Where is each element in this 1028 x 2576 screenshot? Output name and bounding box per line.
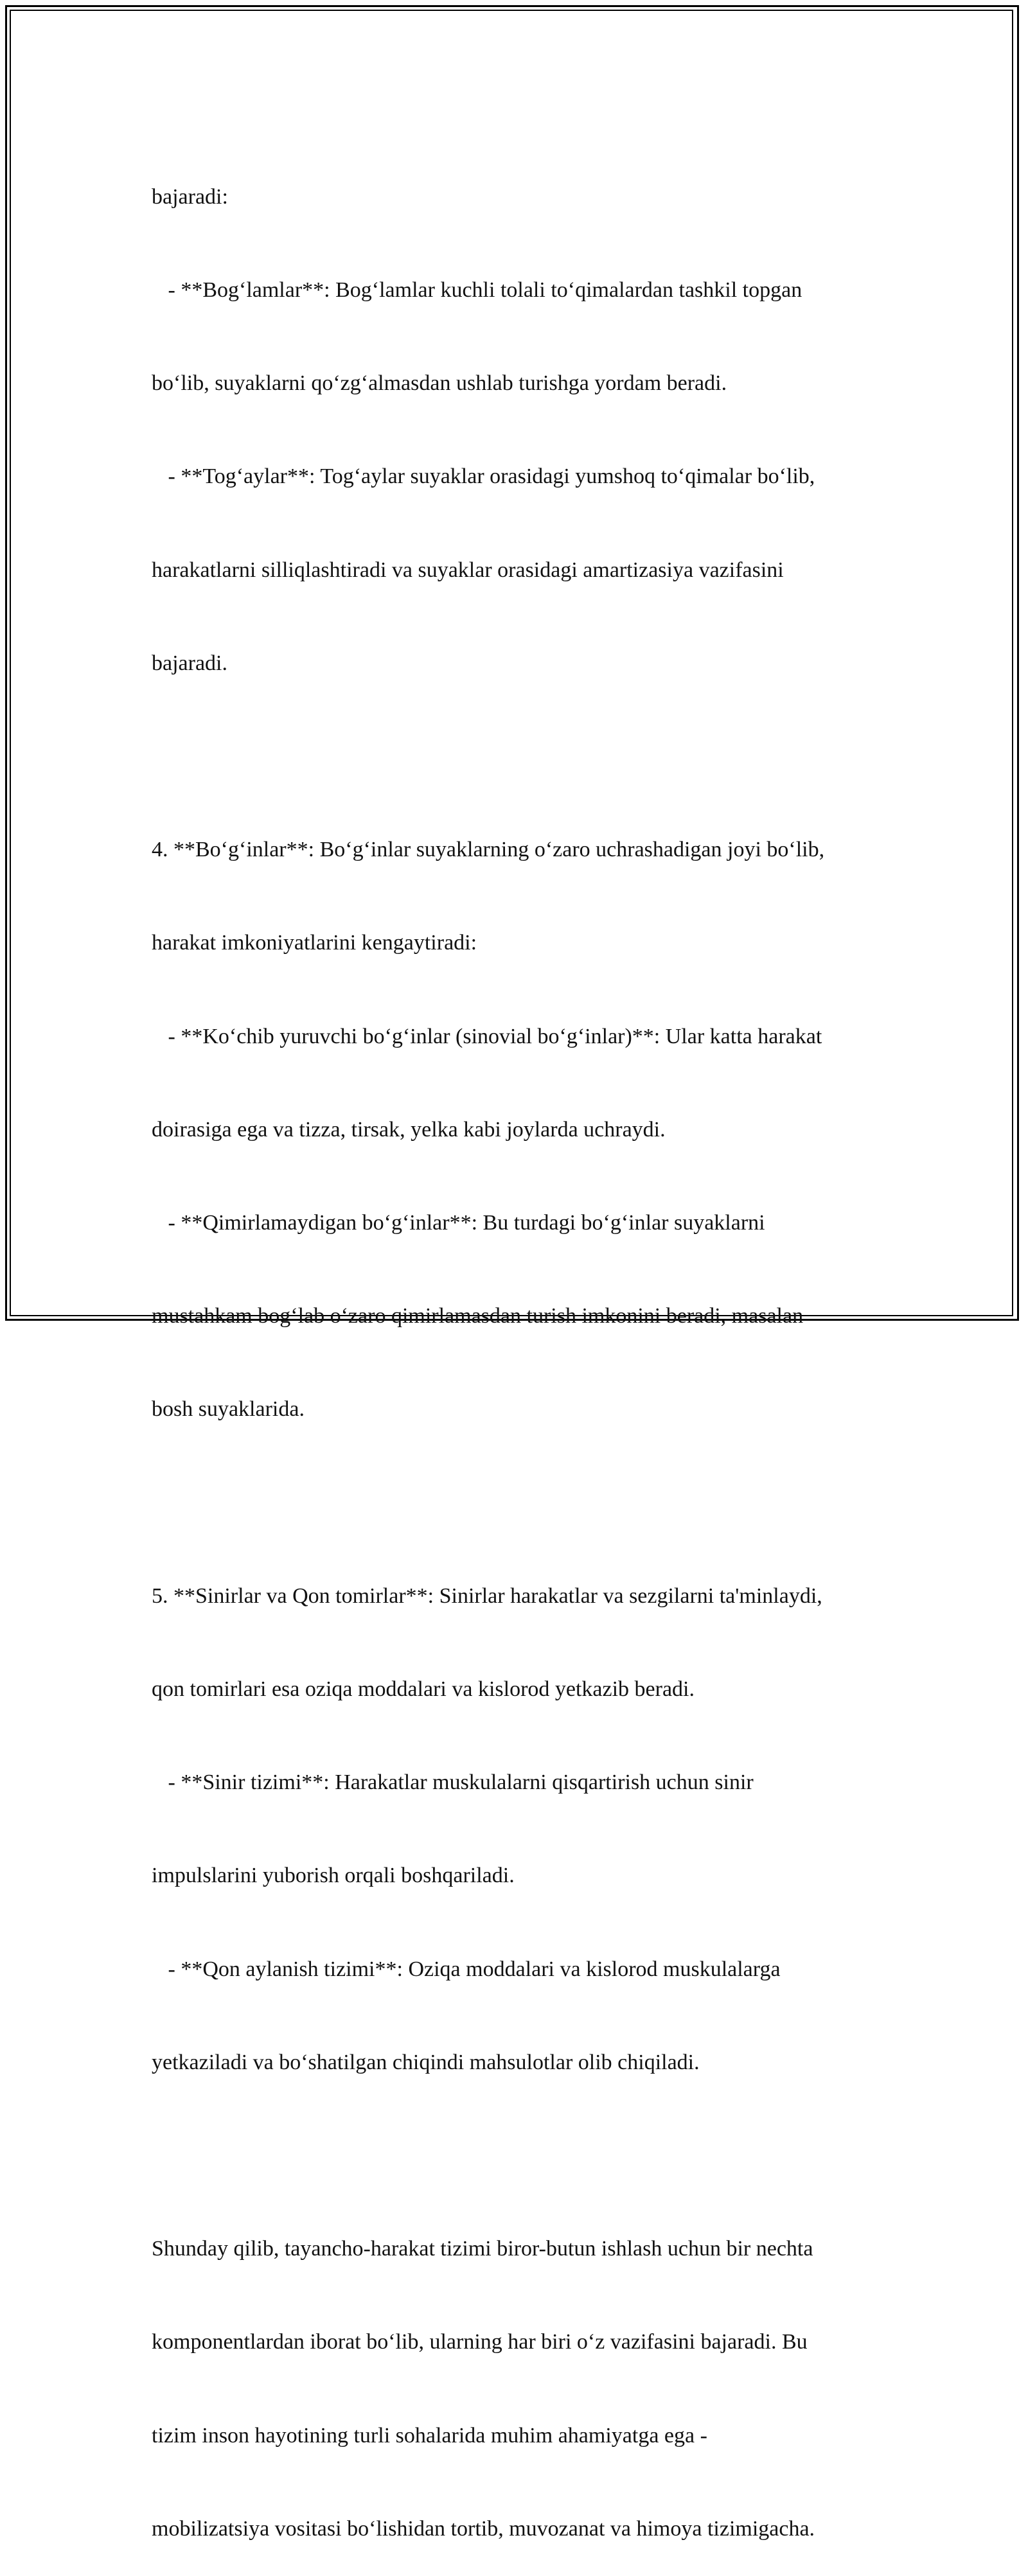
text-line: - **Qimirlamaydigan bo‘g‘inlar**: Bu turdagi bo‘g‘inlar suyaklarni (152, 1211, 765, 1235)
paragraph-gap (152, 741, 923, 772)
text-line: bosh suyaklarida. (152, 1397, 305, 1422)
text-line: harakatlarni silliqlashtiradi va suyaklar orasidagi amartizasiya vazifasini (152, 558, 784, 582)
text-line: mustahkam bog‘lab o‘zaro qimirlamasdan turish imkonini beradi, masalan (152, 1304, 804, 1328)
text-line: - **Qon aylanish tizimi**: Oziqa moddalari va kislorod muskulalarga (152, 1957, 781, 1981)
text-line: harakat imkoniyatlarini kengaytiradi: (152, 931, 477, 955)
document-body (152, 119, 923, 2576)
text-line: tizim inson hayotining turli sohalarida muhim ahamiyatga ega - (152, 2423, 707, 2448)
text-line: - **Bog‘lamlar**: Bog‘lamlar kuchli tolali to‘qimalardan tashkil topgan (152, 278, 802, 303)
text-line: qon tomirlari esa oziqa moddalari va kislorod yetkazib beradi. (152, 1677, 695, 1702)
text-line: impulslarini yuborish orqali boshqariladi. (152, 1864, 515, 1888)
text-line: doirasiga ega va tizza, tirsak, yelka kabi joylarda uchraydi. (152, 1117, 666, 1142)
text-line: mobilizatsiya vositasi bo‘lishidan tortib, muvozanat va himoya tizimigacha. (152, 2516, 815, 2541)
text-line: - **Tog‘aylar**: Tog‘aylar suyaklar orasidagi yumshoq to‘qimalar bo‘lib, (152, 464, 815, 489)
text-line: bajaradi: (152, 184, 228, 209)
text-line: - **Sinir tizimi**: Harakatlar muskulalarni qisqartirish uchun sinir (152, 1770, 754, 1795)
text-line: bajaradi. (152, 651, 227, 675)
text-line: bo‘lib, suyaklarni qo‘zg‘almasdan ushlab turishga yordam beradi. (152, 371, 727, 396)
text-line: 4. **Bo‘g‘inlar**: Bo‘g‘inlar suyaklarning o‘zaro uchrashadigan joyi bo‘lib, (152, 838, 825, 862)
text-line: yetkaziladi va bo‘shatilgan chiqindi mahsulotlar olib chiqiladi. (152, 2050, 700, 2074)
text-line: komponentlardan iborat bo‘lib, ularning har biri o‘z vazifasini bajaradi. Bu (152, 2330, 808, 2354)
paragraph-gap (152, 2140, 923, 2171)
text-line: Shunday qilib, tayancho-harakat tizimi biror-butun ishlash uchun bir nechta (152, 2237, 813, 2261)
text-line: - **Ko‘chib yuruvchi bo‘g‘inlar (sinovial bo‘g‘inlar)**: Ular katta harakat (152, 1024, 822, 1048)
text-line: 5. **Sinirlar va Qon tomirlar**: Sinirlar harakatlar va sezgilarni ta'minlaydi, (152, 1584, 822, 1608)
paragraph-gap (152, 1488, 923, 1519)
